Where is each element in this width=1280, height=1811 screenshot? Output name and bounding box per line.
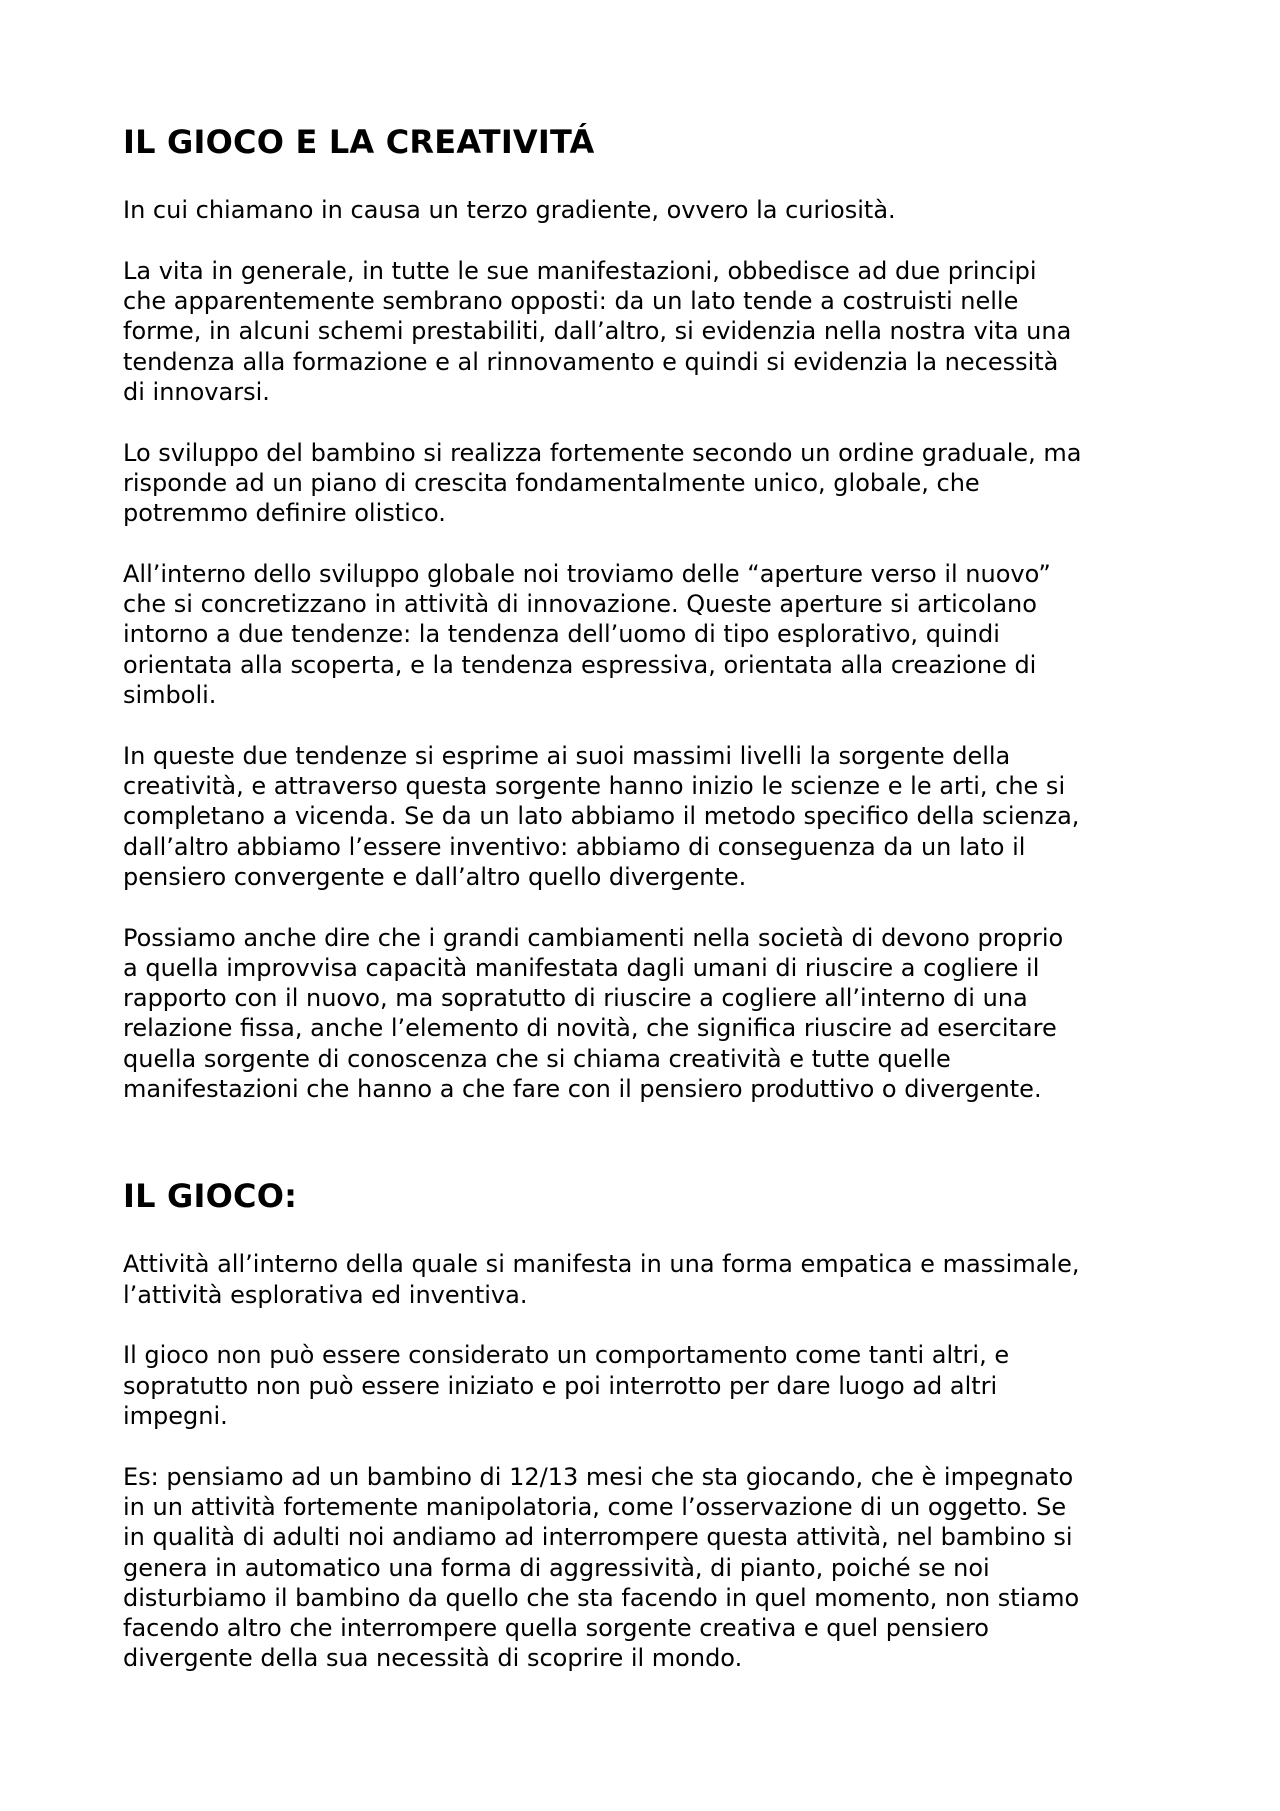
paragraph-curiosita: In cui chiamano in causa un terzo gradiente, ovvero la curiosità. — [123, 196, 896, 224]
paragraph-esempio-bambino: Es: pensiamo ad un bambino di 12/13 mesi che sta giocando, che è impegnato in un attività fortemente manipolatoria, come l’osservazione di un oggetto. Se in qualità di adulti noi andiamo ad interrompere questa attività, nel bambino si genera in automatico una forma di aggressività, di pianto, poiché se noi disturbiamo il bambino da quello che sta facendo in quel momento, non stiamo facendo altro che interrompere quella sorgente creativa e quel pensiero divergente della sua necessità di scoprire il mondo. — [123, 1462, 1080, 1673]
document-body — [123, 122, 1183, 1674]
paragraph-gioco-comportamento: Il gioco non può essere considerato un comportamento come tanti altri, e sopratutto non può essere iniziato e poi interrotto per dare luogo ad altri impegni. — [123, 1341, 1010, 1430]
section-heading-gioco-creativita: IL GIOCO E LA CREATIVITÁ — [123, 123, 595, 161]
paragraph-tendenze-creativita: In queste due tendenze si esprime ai suoi massimi livelli la sorgente della creatività, e attraverso questa sorgente hanno inizio le scienze e le arti, che si completano a vicenda. Se da un lato abbiamo il metodo specifico della scienza, dall’altro abbiamo l’essere inventivo: abbiamo di conseguenza da un lato il pensiero convergente e dall’altro quello divergente. — [123, 741, 1080, 891]
paragraph-cambiamenti-societa: Possiamo anche dire che i grandi cambiamenti nella società di devono proprio a quella improvvisa capacità manifestata dagli umani di riuscire a cogliere il rapporto con il nuovo, ma sopratutto di riuscire a cogliere all’interno di una relazione fissa, anche l’elemento di novità, che significa riuscire ad esercitare quella sorgente di conoscenza che si chiama creatività e tutte quelle manifestazioni che hanno a che fare con il pensiero produttivo o divergente. — [123, 923, 1064, 1104]
paragraph-sviluppo-bambino: Lo sviluppo del bambino si realizza fortemente secondo un ordine graduale, ma risponde ad un piano di crescita fondamentalmente unico, globale, che potremmo definire olistico. — [123, 438, 1082, 528]
paragraph-vita-principi: La vita in generale, in tutte le sue manifestazioni, obbedisce ad due principi che apparentemente sembrano opposti: da un lato tende a costruisti nelle forme, in alcuni schemi prestabiliti, dall’altro, si evidenzia nella nostra vita una tendenza alla formazione e al rinnovamento e quindi si evidenzia la necessità di innovarsi. — [123, 256, 1072, 406]
section-heading-gioco: IL GIOCO: — [123, 1177, 298, 1216]
paragraph-attivita-esplorativa: Attività all’interno della quale si manifesta in una forma empatica e massimale, l’attività esplorativa ed inventiva. — [123, 1250, 1080, 1309]
paragraph-aperture-nuovo: All’interno dello sviluppo globale noi troviamo delle “aperture verso il nuovo” che si concretizzano in attività di innovazione. Queste aperture si articolano intorno a due tendenze: la tendenza dell’uomo di tipo esplorativo, quindi orientata alla scoperta, e la tendenza espressiva, orientata alla creazione di simboli. — [123, 559, 1051, 710]
